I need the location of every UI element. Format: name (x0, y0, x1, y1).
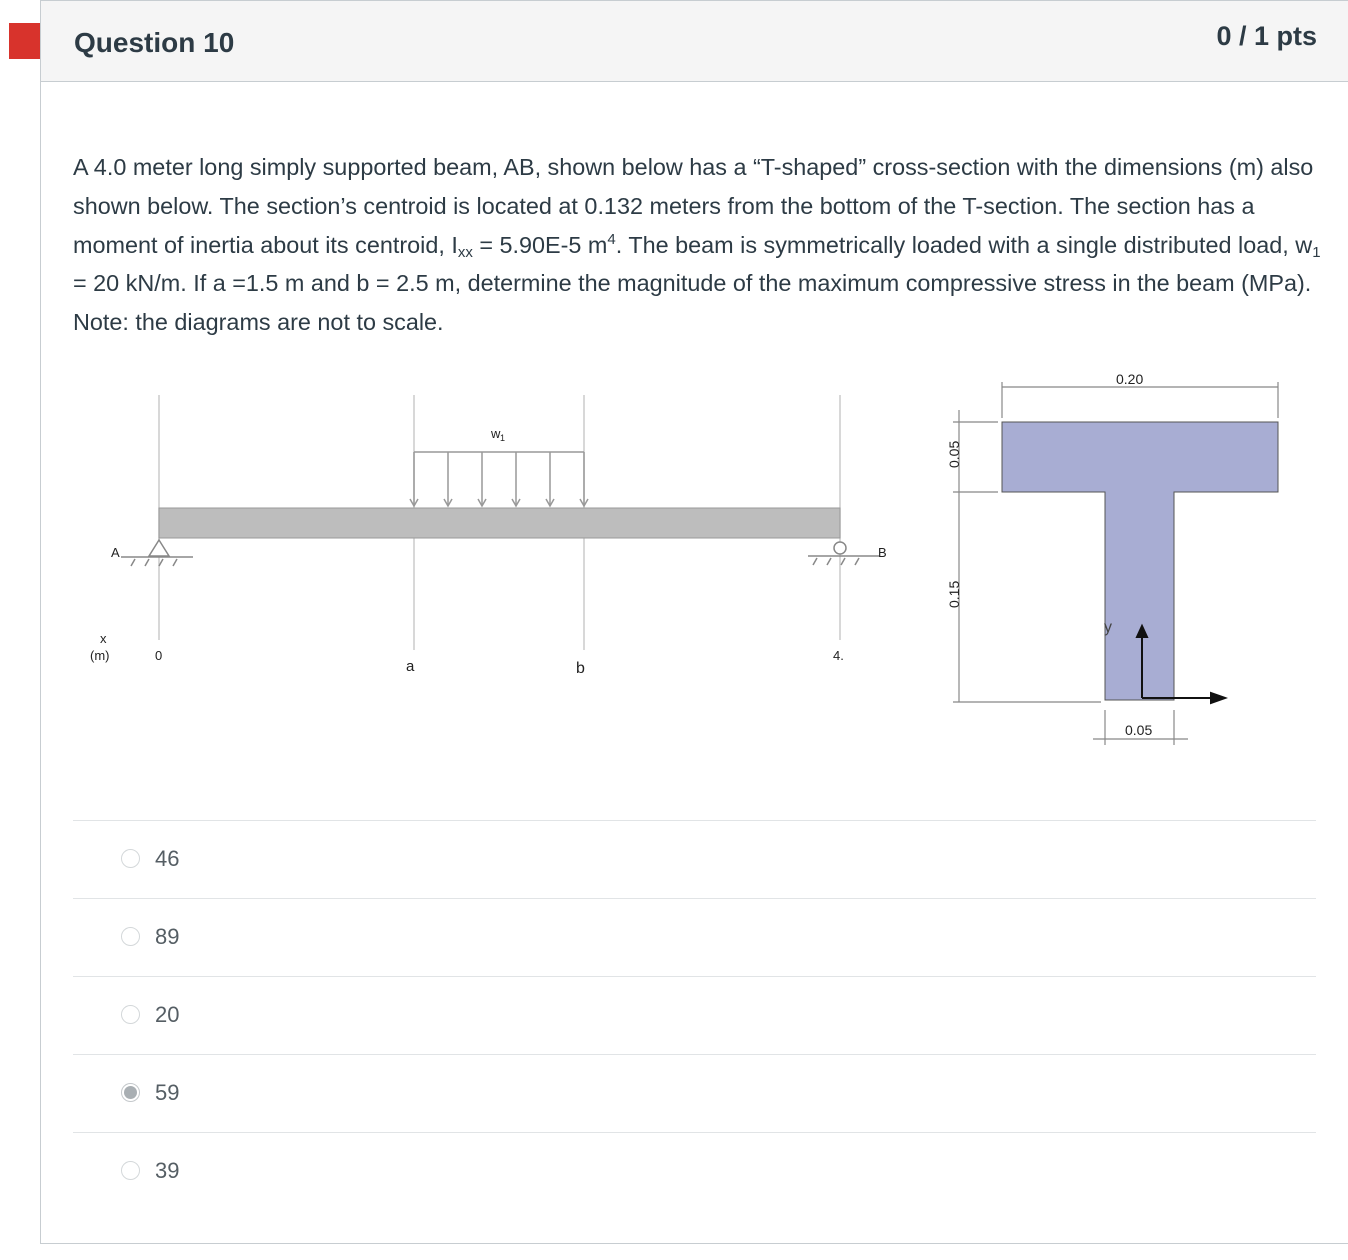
question-header (41, 1, 1348, 82)
t-section-shape (1002, 422, 1278, 700)
radio-button-selected[interactable] (121, 1083, 140, 1102)
radio-button[interactable] (121, 1005, 140, 1024)
beam-labels (90, 426, 887, 677)
radio-button[interactable] (121, 1161, 140, 1180)
answer-option-selected[interactable] (73, 1054, 1316, 1132)
axis-x-label: x (100, 631, 107, 646)
answer-label: 89 (155, 924, 180, 949)
question-title: Question 10 (74, 27, 235, 58)
label-y: y (1104, 619, 1112, 636)
question-points: 0 / 1 pts (1216, 21, 1317, 51)
dim-web-width: 0.05 (1125, 722, 1153, 738)
answer-label: 20 (155, 1002, 180, 1027)
pin-support-a (121, 540, 193, 566)
question-text-sub-xx: xx (457, 243, 473, 261)
tick-a: a (406, 658, 415, 675)
answer-option[interactable] (73, 898, 1316, 976)
question-diagram (73, 360, 1313, 760)
tick-0: 0 (155, 648, 163, 663)
distributed-load-arrows (410, 452, 588, 506)
beam (159, 508, 840, 538)
answer-option[interactable] (73, 976, 1316, 1054)
answer-label: 59 (155, 1080, 180, 1105)
question-text-sub-1: 1 (1312, 243, 1321, 261)
label-w-sub: 1 (500, 433, 506, 443)
question-text-sup-4: 4 (607, 230, 616, 248)
label-b: B (878, 545, 887, 560)
question-text (73, 148, 1323, 342)
dim-width-top: 0.20 (1116, 371, 1144, 387)
answer-option[interactable] (73, 1132, 1316, 1210)
question-text-part1: A 4.0 meter long simply supported beam, AB, shown below has a “T-shaped” cross-section with the dimensions (m) also shown below. The section’s centroid is located at 0.132 meters from the bottom of the T-section. The section has a moment of inertia about its centroid, I (73, 154, 1314, 258)
radio-button[interactable] (121, 927, 140, 946)
answer-list (73, 820, 1316, 1210)
question-text-part3: . The beam is symmetrically loaded with a single distributed load, w (615, 231, 1313, 258)
answer-label: 39 (155, 1158, 180, 1183)
roller-support-b (808, 542, 879, 565)
t-section (946, 371, 1278, 745)
label-a: A (111, 545, 120, 560)
tick-b: b (576, 660, 585, 677)
tick-4: 4. (833, 648, 844, 663)
label-w: w (491, 426, 501, 441)
axis-unit-label: (m) (90, 648, 110, 663)
dim-web: 0.15 (946, 580, 962, 608)
question-text-part2: = 5.90E-5 m (472, 231, 608, 258)
dim-flange: 0.05 (946, 440, 962, 468)
answer-label: 46 (155, 846, 180, 871)
answer-option[interactable] (73, 820, 1316, 898)
radio-button[interactable] (121, 849, 140, 868)
question-text-part4: = 20 kN/m. If a =1.5 m and b = 2.5 m, determine the magnitude of the maximum compressive stress in the beam (MPa). Note: the diagrams are not to scale. (73, 270, 1312, 336)
